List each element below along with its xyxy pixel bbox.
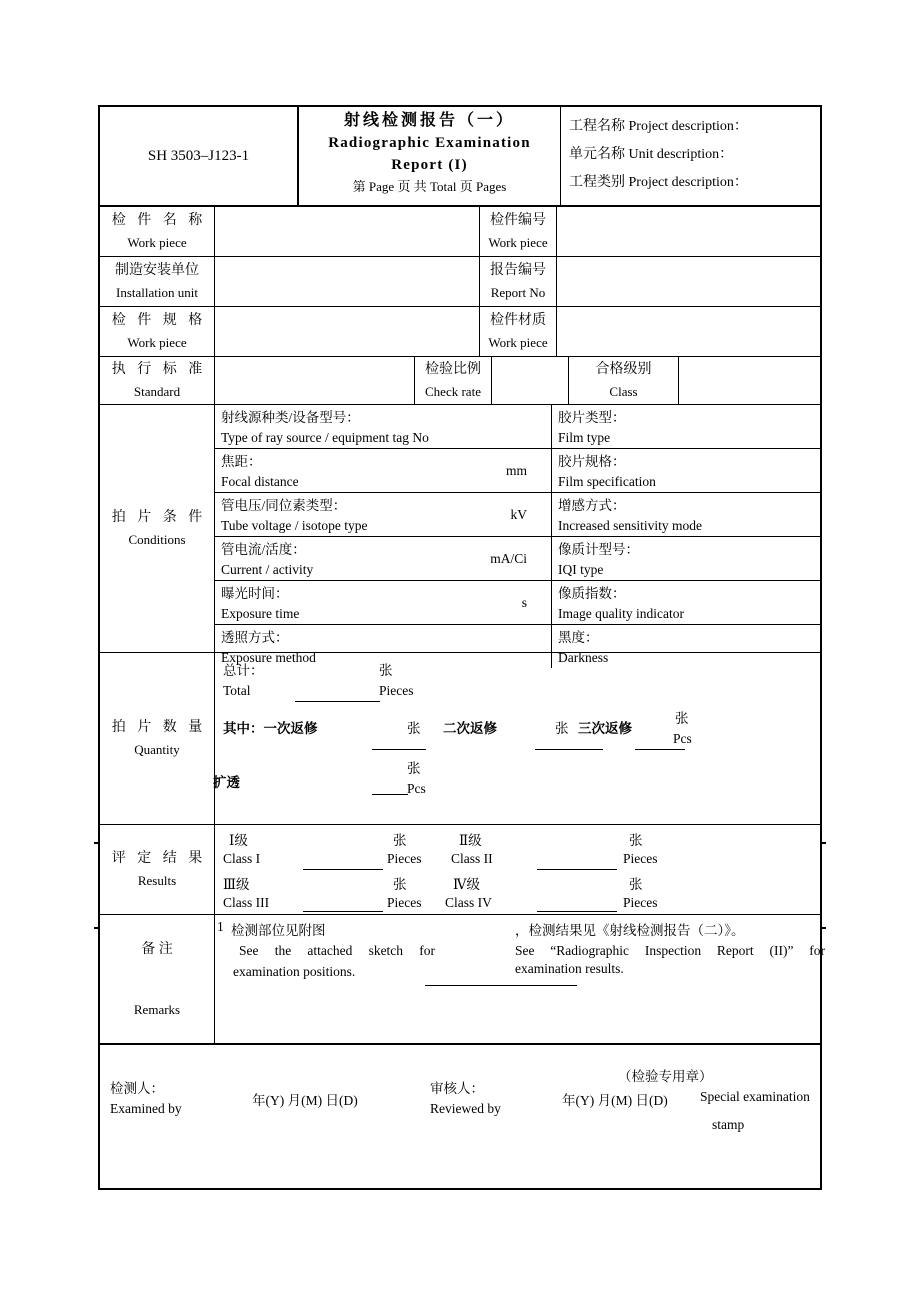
condition-right-iqi-type[interactable] xyxy=(552,537,820,580)
form-title-cell xyxy=(299,107,561,205)
section-signatures xyxy=(100,1045,820,1145)
section-results xyxy=(100,825,820,915)
condition-label-en: Current / activity xyxy=(221,562,314,577)
class4-unit-cn: 张 xyxy=(629,877,643,892)
condition-label-en: Film type xyxy=(558,430,611,445)
condition-left-ray-source[interactable] xyxy=(215,405,552,448)
remark-cn-part2: ，检测结果见《射线检测报告（二）》。 xyxy=(515,923,745,938)
value-workpiece-name[interactable] xyxy=(215,207,480,256)
label-cn: 检 件 规 格 xyxy=(111,313,207,328)
label-cn: 检件编号 xyxy=(490,213,546,228)
examined-by-label-cn: 检测人： xyxy=(110,1081,164,1096)
remark-input-line[interactable] xyxy=(425,985,577,986)
label-cn: 备 注 xyxy=(141,941,173,957)
remark-en-part1-line2: examination positions. xyxy=(233,964,356,979)
reviewed-date-field[interactable]: 年(Y) 月(M) 日(D) xyxy=(562,1093,668,1108)
class4-input-line[interactable] xyxy=(537,911,617,912)
repair3-input-line[interactable] xyxy=(635,749,685,750)
condition-label-cn: 透照方式： xyxy=(221,630,289,645)
condition-label-en: Focal distance xyxy=(221,474,299,489)
condition-label-en: Image quality indicator xyxy=(558,606,684,621)
condition-row-focal-distance xyxy=(215,449,820,493)
label-en: Standard xyxy=(133,384,181,399)
condition-unit: mm xyxy=(505,462,527,478)
label-cn: 合格级别 xyxy=(595,362,652,377)
edge-tick-left-bottom xyxy=(94,927,98,929)
remark-en-part1-line1: See the attached sketch for xyxy=(239,943,435,958)
table-row-installation-unit xyxy=(100,257,820,307)
title-english-line1: Radiographic Examination xyxy=(328,135,531,151)
condition-left-focal-distance[interactable] xyxy=(215,449,552,492)
condition-unit: s xyxy=(521,594,527,610)
label-report-no xyxy=(480,257,557,306)
repair2-input-line[interactable] xyxy=(535,749,603,750)
label-results xyxy=(100,825,215,914)
class1-label-en: Class I xyxy=(223,851,261,866)
label-cn: 拍 片 条 件 xyxy=(111,510,207,525)
class1-label-cn: Ⅰ级 xyxy=(229,833,248,848)
section-conditions xyxy=(100,405,820,665)
label-cn: 拍 片 数 量 xyxy=(111,720,207,735)
repair3-unit-en: Pcs xyxy=(673,731,692,746)
condition-unit: mA/Ci xyxy=(490,550,527,566)
remark-en-part2-line2: examination results. xyxy=(515,961,624,976)
label-workpiece-material xyxy=(480,307,557,356)
label-check-rate xyxy=(415,357,492,404)
label-en: Quantity xyxy=(134,742,180,757)
unit-description-field[interactable]: 单元名称 Unit description： xyxy=(569,147,734,162)
value-workpiece-spec[interactable] xyxy=(215,307,480,356)
condition-label-cn: 胶片规格： xyxy=(558,454,626,469)
examined-by-label-en: Examined by xyxy=(110,1101,182,1116)
condition-right-film-spec[interactable] xyxy=(552,449,820,492)
class1-unit-en: Pieces xyxy=(387,851,422,866)
condition-label-en: IQI type xyxy=(558,562,604,577)
class2-label-en: Class II xyxy=(451,851,493,866)
label-en: Class xyxy=(609,384,638,399)
label-cn: 检件材质 xyxy=(490,313,546,328)
condition-label-cn: 曝光时间： xyxy=(221,586,289,601)
title-chinese: 射线检测报告（一） xyxy=(343,112,515,129)
label-en: Report No xyxy=(490,285,546,300)
value-workpiece-number[interactable] xyxy=(557,207,820,256)
condition-label-cn: 像质计型号： xyxy=(558,542,639,557)
form-code: SH 3503–J123-1 xyxy=(147,147,250,164)
label-remarks xyxy=(100,915,215,1043)
total-label-en: Total xyxy=(223,683,251,698)
condition-row-ray-source xyxy=(215,405,820,449)
repair3-label-cn: 三次返修 xyxy=(578,721,632,736)
project-info-cell xyxy=(561,107,820,205)
class4-label-en: Class IV xyxy=(445,895,492,910)
label-cn: 报告编号 xyxy=(490,263,546,278)
value-report-no[interactable] xyxy=(557,257,820,306)
label-en: Results xyxy=(137,873,177,888)
examination-stamp-label-en-line2: stamp xyxy=(712,1117,745,1132)
label-cn: 制造安装单位 xyxy=(115,263,199,278)
class3-label-cn: Ⅲ级 xyxy=(223,877,250,892)
class1-input-line[interactable] xyxy=(303,869,383,870)
value-standard[interactable] xyxy=(215,357,415,404)
extend-input-line[interactable] xyxy=(372,794,408,795)
total-label-cn: 总计： xyxy=(223,663,264,678)
condition-label-cn: 射线源种类/设备型号： xyxy=(221,410,360,425)
edge-tick-right-bottom xyxy=(822,927,826,929)
reviewed-by-label-cn: 审核人： xyxy=(430,1081,484,1096)
form-code-cell xyxy=(100,107,299,205)
condition-label-cn: 胶片类型： xyxy=(558,410,626,425)
label-conditions xyxy=(100,405,215,652)
page-counter-line: 第 Page 页 共 Total 页 Pages xyxy=(352,179,507,194)
label-workpiece-number xyxy=(480,207,557,256)
condition-left-exposure-time[interactable] xyxy=(215,581,552,624)
class4-unit-en: Pieces xyxy=(623,895,658,910)
class3-unit-cn: 张 xyxy=(393,877,407,892)
project-description-field[interactable]: 工程名称 Project description： xyxy=(569,119,748,134)
label-installation-unit xyxy=(100,257,215,306)
total-unit-en: Pieces xyxy=(379,683,414,698)
condition-label-en: Film specification xyxy=(558,474,656,489)
condition-label-en: Exposure method xyxy=(221,650,316,665)
examination-stamp-label-cn: （检验专用章） xyxy=(618,1069,713,1084)
quantity-body xyxy=(215,653,820,824)
examination-stamp-label-en-line1: Special examination xyxy=(700,1089,810,1104)
condition-label-cn: 管电流/活度： xyxy=(221,542,306,557)
condition-right-image-quality-indicator[interactable] xyxy=(552,581,820,624)
label-workpiece-name xyxy=(100,207,215,256)
label-cn: 检验比例 xyxy=(425,362,481,377)
repair1-unit-cn: 张 xyxy=(407,721,421,736)
condition-left-tube-voltage[interactable] xyxy=(215,493,552,536)
among-repair1-label-cn: 其中：一次返修 xyxy=(223,721,318,736)
extend-unit-cn: 张 xyxy=(407,761,421,776)
condition-label-cn: 增感方式： xyxy=(558,498,626,513)
condition-label-en: Tube voltage / isotope type xyxy=(221,518,368,533)
condition-left-current[interactable] xyxy=(215,537,552,580)
class2-unit-cn: 张 xyxy=(629,833,643,848)
class3-unit-en: Pieces xyxy=(387,895,422,910)
radiographic-examination-report-form xyxy=(98,105,825,1190)
condition-label-cn: 像质指数： xyxy=(558,586,626,601)
value-check-rate[interactable] xyxy=(492,357,569,404)
table-row-standard xyxy=(100,357,820,405)
extend-label-cn: 扩透 xyxy=(213,775,240,790)
results-body xyxy=(215,825,820,914)
condition-label-cn: 焦距： xyxy=(221,454,262,469)
remark-en-part2-line1: See “Radiographic Inspection Report (II)” for xyxy=(515,943,825,958)
edge-tick-right-top xyxy=(822,842,826,844)
repair3-unit-cn: 张 xyxy=(675,711,689,726)
class4-label-cn: Ⅳ级 xyxy=(453,877,480,892)
conditions-body xyxy=(215,405,820,665)
condition-label-en: Type of ray source / equipment tag No xyxy=(221,430,429,445)
examined-date-field[interactable]: 年(Y) 月(M) 日(D) xyxy=(252,1093,358,1108)
extend-unit-en: Pcs xyxy=(407,781,426,796)
label-en: Installation unit xyxy=(116,285,198,300)
label-cn: 检 件 名 称 xyxy=(111,213,207,228)
condition-row-exposure-time xyxy=(215,581,820,625)
label-en: Check rate xyxy=(425,384,481,399)
condition-label-cn: 管电压/同位素类型： xyxy=(221,498,347,513)
label-quantity xyxy=(100,653,215,824)
class2-unit-en: Pieces xyxy=(623,851,658,866)
title-english-line2: Report (I) xyxy=(391,157,468,173)
remark-item-number: 1 xyxy=(217,919,224,934)
reviewed-by-label-en: Reviewed by xyxy=(430,1101,501,1116)
edge-tick-left-top xyxy=(94,842,98,844)
value-workpiece-material[interactable] xyxy=(557,307,820,356)
label-en: Conditions xyxy=(128,532,186,547)
project-category-field[interactable]: 工程类别 Project description： xyxy=(569,175,748,190)
class1-unit-cn: 张 xyxy=(393,833,407,848)
value-class[interactable] xyxy=(679,357,820,404)
form-header xyxy=(100,107,820,207)
repair2-label-cn: 二次返修 xyxy=(443,721,497,736)
condition-row-tube-voltage xyxy=(215,493,820,537)
condition-right-sensitivity-mode[interactable] xyxy=(552,493,820,536)
class2-input-line[interactable] xyxy=(537,869,617,870)
label-en: Work piece xyxy=(127,235,187,250)
label-en: Remarks xyxy=(133,1001,181,1017)
class3-input-line[interactable] xyxy=(303,911,383,912)
condition-label-en: Exposure time xyxy=(221,606,300,621)
remarks-body[interactable] xyxy=(215,915,825,1043)
label-workpiece-spec xyxy=(100,307,215,356)
condition-label-en: Increased sensitivity mode xyxy=(558,518,702,533)
repair1-input-line[interactable] xyxy=(372,749,426,750)
label-cn: 执 行 标 准 xyxy=(111,362,207,377)
section-quantity xyxy=(100,653,820,825)
repair2-unit-cn: 张 xyxy=(555,721,569,736)
label-en: Work piece xyxy=(127,335,187,350)
remark-cn-part1: 检测部位见附图 xyxy=(231,923,326,938)
label-standard xyxy=(100,357,215,404)
table-row-workpiece-spec xyxy=(100,307,820,357)
total-input-line[interactable] xyxy=(295,701,380,702)
section-remarks xyxy=(100,915,825,1045)
total-unit-cn: 张 xyxy=(379,663,393,678)
label-class xyxy=(569,357,679,404)
label-en: Work piece xyxy=(488,335,548,350)
condition-label-en: Darkness xyxy=(558,650,609,665)
class2-label-cn: Ⅱ级 xyxy=(459,833,482,848)
value-installation-unit[interactable] xyxy=(215,257,480,306)
condition-label-cn: 黑度： xyxy=(558,630,599,645)
label-cn: 评 定 结 果 xyxy=(111,851,207,866)
condition-unit: kV xyxy=(510,506,527,522)
class3-label-en: Class III xyxy=(223,895,270,910)
label-en: Work piece xyxy=(488,235,548,250)
table-row-workpiece-name xyxy=(100,207,820,257)
condition-right-film-type[interactable] xyxy=(552,405,820,448)
condition-row-current xyxy=(215,537,820,581)
